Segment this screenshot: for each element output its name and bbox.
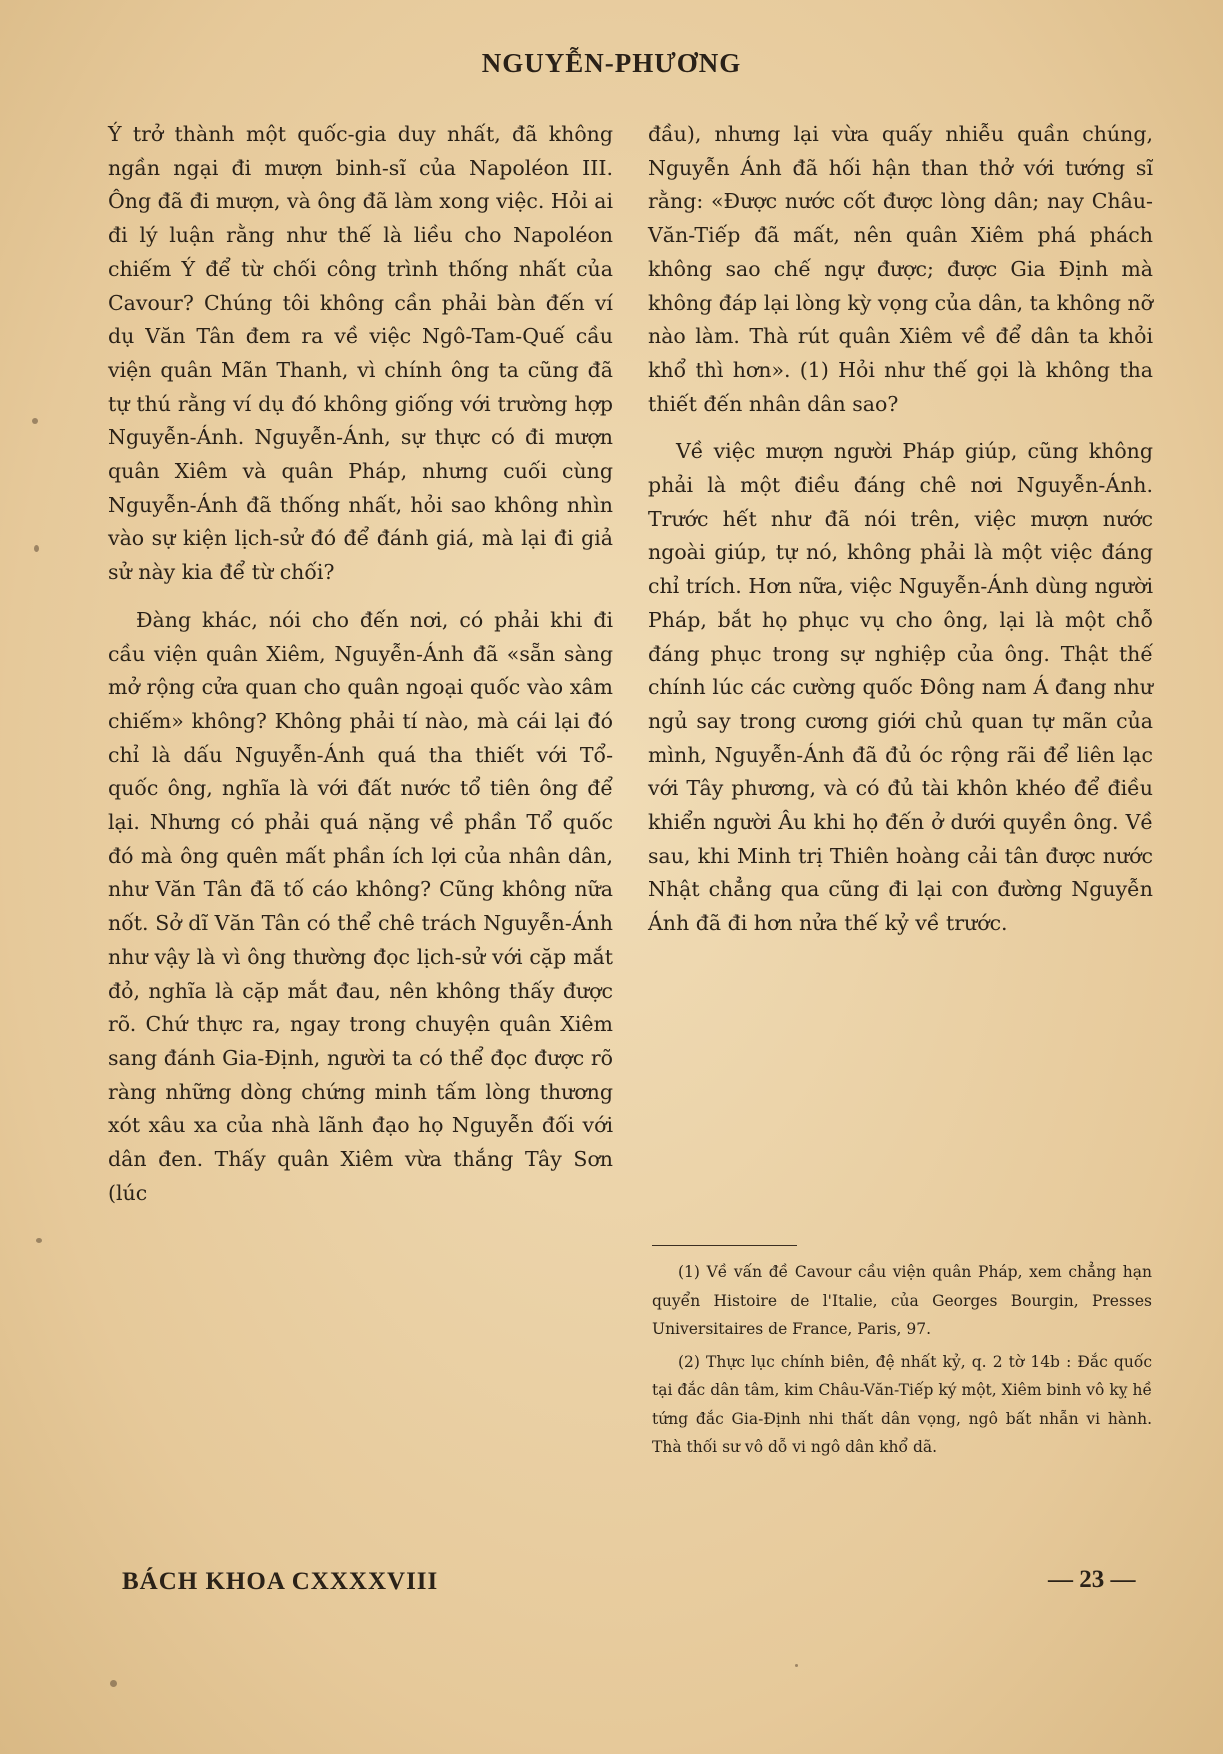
- footnote-2: (2) Thực lục chính biên, đệ nhất kỷ, q. 2 tờ 14b : Đắc quốc tại đắc dân tâm, kim Châu-Văn-Tiếp ký một, Xiêm binh vô kỵ hề tứng đắc Gia-Định nhi thất dân vọng, ngô bất nhẫn vi hành. Thà thối sư vô dỗ vi ngô dân khổ dã.: [652, 1352, 1152, 1456]
- footnote-1: (1) Về vấn đề Cavour cầu viện quân Pháp, xem chẳng hạn quyển Histoire de l'Italie, của Georges Bourgin, Presses Universitaires de France, Paris, 97.: [652, 1263, 1152, 1338]
- paper-speck: [110, 1680, 117, 1687]
- paper-speck: [795, 1664, 798, 1667]
- paper-speck: [34, 545, 39, 552]
- publication-footer: BÁCH KHOA CXXXXVIII: [122, 1568, 439, 1595]
- left-paragraph-1: Ý trở thành một quốc-gia duy nhất, đã không ngần ngại đi mượn binh-sĩ của Napoléon III. Ông đã đi mượn, và ông đã làm xong việc. Hỏi ai đi lý luận rằng như thế là liều cho Napoléon chiếm Ý để từ chối công trình thống nhất của Cavour? Chúng tôi không cần phải bàn đến ví dụ Văn Tân đem ra về việc Ngô-Tam-Quế cầu viện quân Mãn Thanh, vì chính ông ta cũng đã tự thú rằng ví dụ đó không giống với trường hợp Nguyễn-Ánh. Nguyễn-Ánh, sự thực có đi mượn quân Xiêm và quân Pháp, nhưng cuối cùng Nguyễn-Ánh đã thống nhất, hỏi sao không nhìn vào sự kiện lịch-sử đó để đánh giá, mà lại đi giả sử này kia để từ chối?: [108, 122, 613, 585]
- right-paragraph-1: đầu), nhưng lại vừa quấy nhiễu quần chúng, Nguyễn Ánh đã hối hận than thở với tướng sĩ rằng: «Được nước cốt được lòng dân; nay Châu-Văn-Tiếp đã mất, nên quân Xiêm phá phách không sao chế ngự được; được Gia Định mà không đáp lại lòng kỳ vọng của dân, ta không nỡ nào làm. Thà rút quân Xiêm về để dân ta khỏi khổ thì hơn». (1) Hỏi như thế gọi là không tha thiết đến nhân dân sao?: [648, 122, 1154, 416]
- footnotes: [652, 1258, 1152, 1466]
- footnote-divider: [652, 1245, 797, 1246]
- paper-speck: [32, 418, 38, 424]
- left-column: [108, 118, 613, 1211]
- left-paragraph-2: Đàng khác, nói cho đến nơi, có phải khi đi cầu viện quân Xiêm, Nguyễn-Ánh đã «sẵn sàng mở rộng cửa quan cho quân ngoại quốc vào xâm chiếm» không? Không phải tí nào, mà cái lại đó chỉ là dấu Nguyễn-Ánh quá tha thiết với Tổ-quốc ông, nghĩa là với đất nước tổ tiên ông để lại. Nhưng có phải quá nặng về phần Tổ quốc đó mà ông quên mất phần ích lợi của nhân dân, như Văn Tân đã tố cáo không? Cũng không nữa nốt. Sở dĩ Văn Tân có thể chê trách Nguyễn-Ánh như vậy là vì ông thường đọc lịch-sử với cặp mắt đỏ, nghĩa là cặp mắt đau, nên không thấy được rõ. Chứ thực ra, ngay trong chuyện quân Xiêm sang đánh Gia-Định, người ta có thể đọc được rõ ràng những dòng chứng minh tấm lòng thương xót xâu xa của nhà lãnh đạo họ Nguyễn đối với dân đen. Thấy quân Xiêm vừa thắng Tây Sơn (lúc: [108, 607, 613, 1205]
- right-paragraph-2: Về việc mượn người Pháp giúp, cũng không phải là một điều đáng chê nơi Nguyễn-Ánh. Trước hết như đã nói trên, việc mượn nước ngoài giúp, tự nó, không phải là một việc đáng chỉ trích. Hơn nữa, việc Nguyễn-Ánh dùng người Pháp, bắt họ phục vụ cho ông, lại là một chỗ đáng phục trong sự nghiệp của ông. Thật thế chính lúc các cường quốc Đông nam Á đang như ngủ say trong cương giới chủ quan tự mãn của mình, Nguyễn-Ánh đã đủ óc rộng rãi để liên lạc với Tây phương, và có đủ tài khôn khéo để điều khiển người Âu khi họ đến ở dưới quyền ông. Về sau, khi Minh trị Thiên hoàng cải tân được nước Nhật chẳng qua cũng đi lại con đường Nguyễn Ánh đã đi hơn nửa thế kỷ về trước.: [648, 439, 1153, 936]
- paper-speck: [36, 1238, 42, 1243]
- page-number: — 23 —: [1048, 1566, 1136, 1593]
- running-header: NGUYỄN-PHƯƠNG: [481, 48, 742, 78]
- right-column: [648, 118, 1153, 941]
